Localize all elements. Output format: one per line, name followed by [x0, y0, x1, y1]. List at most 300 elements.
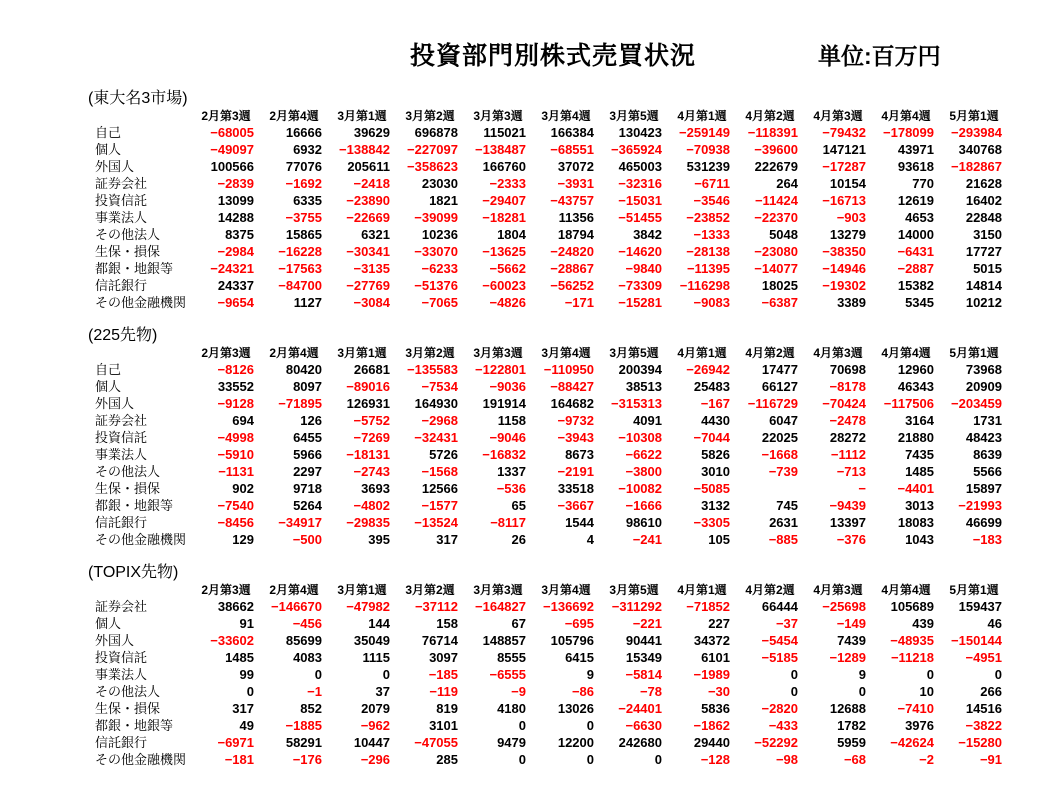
data-cell: −24321 [210, 261, 254, 276]
data-cell: −138842 [339, 142, 390, 157]
data-cell: 9718 [293, 481, 322, 496]
data-cell: −60023 [482, 278, 526, 293]
data-cell: −2 [919, 752, 934, 767]
data-cell: 164930 [414, 396, 458, 411]
data-cell: 22025 [761, 430, 798, 445]
data-cell: 16666 [285, 125, 322, 140]
data-cell: 1485 [905, 464, 934, 479]
row-label: その他金融機関 [95, 295, 187, 310]
data-cell: 129 [232, 532, 254, 547]
data-cell: 3150 [973, 227, 1002, 242]
data-cell: −9128 [217, 396, 254, 411]
data-cell: 770 [912, 176, 934, 191]
data-cell: −91 [979, 752, 1002, 767]
column-header: 2月第3週 [201, 109, 251, 123]
data-cell: 2631 [769, 515, 798, 530]
data-cell: 264 [776, 176, 798, 191]
data-cell: −5454 [761, 633, 798, 648]
data-cell: −1131 [218, 464, 254, 479]
data-cell: 395 [368, 532, 390, 547]
data-cell: −43757 [550, 193, 594, 208]
column-header: 3月第5週 [609, 109, 659, 123]
column-header: 2月第4週 [269, 346, 319, 360]
data-cell: 9 [858, 667, 866, 682]
data-cell: 166760 [482, 159, 526, 174]
data-cell: 26681 [353, 362, 390, 377]
data-cell: −22669 [346, 210, 390, 225]
data-cell: −15281 [618, 295, 662, 310]
data-cell: −4998 [217, 430, 254, 445]
data-cell: 8673 [565, 447, 594, 462]
data-cell: 5015 [973, 261, 1002, 276]
data-cell: 0 [246, 684, 254, 699]
data-cell: −24820 [550, 244, 594, 259]
data-cell: −7534 [421, 379, 458, 394]
column-header: 5月第1週 [949, 109, 999, 123]
data-cell: −3755 [285, 210, 322, 225]
data-cell: −536 [496, 481, 526, 496]
data-cell: −311292 [611, 599, 662, 614]
column-header: 4月第2週 [745, 583, 795, 597]
data-cell: −376 [836, 532, 866, 547]
data-cell: −3800 [625, 464, 662, 479]
unit-label: 単位:百万円 [818, 43, 941, 69]
data-cell: 18025 [761, 278, 798, 293]
data-cell: 37 [375, 684, 390, 699]
data-cell: −68005 [210, 125, 254, 140]
data-cell: −70424 [822, 396, 866, 411]
data-cell: 85699 [285, 633, 322, 648]
data-cell: 90441 [625, 633, 662, 648]
data-cell: 191914 [482, 396, 526, 411]
data-cell: 0 [518, 718, 526, 733]
data-cell: 12960 [897, 362, 934, 377]
data-cell: 46343 [897, 379, 934, 394]
data-cell: 8097 [293, 379, 322, 394]
row-label: 証券会社 [95, 599, 148, 614]
data-cell: 158 [436, 616, 458, 631]
table-section-topix-futures [88, 564, 1008, 768]
data-cell: 317 [436, 532, 458, 547]
data-cell: 1731 [973, 413, 1002, 428]
data-cell: 6455 [293, 430, 322, 445]
data-cell: 21880 [897, 430, 934, 445]
data-cell: −17563 [278, 261, 322, 276]
data-cell: 12566 [421, 481, 458, 496]
data-cell: −713 [836, 464, 866, 479]
data-cell: −27769 [346, 278, 390, 293]
data-cell: −6431 [897, 244, 934, 259]
data-cell: 745 [776, 498, 798, 513]
data-cell: −3931 [557, 176, 594, 191]
data-cell: 17477 [761, 362, 798, 377]
row-label: 投資信託 [95, 430, 148, 445]
data-cell: −7410 [897, 701, 934, 716]
data-cell: 1337 [497, 464, 526, 479]
data-cell: −2820 [761, 701, 798, 716]
data-cell: 14516 [965, 701, 1002, 716]
data-cell: 46699 [965, 515, 1002, 530]
data-cell: −293984 [951, 125, 1002, 140]
data-cell: −500 [292, 532, 322, 547]
data-cell: −98 [775, 752, 798, 767]
data-cell: −358623 [407, 159, 458, 174]
data-cell: 18794 [557, 227, 594, 242]
data-table [88, 108, 1008, 311]
column-header: 4月第3週 [813, 346, 863, 360]
corner-cell [88, 345, 192, 361]
row-label: 証券会社 [95, 413, 148, 428]
data-cell: −2743 [353, 464, 390, 479]
data-cell: 23030 [421, 176, 458, 191]
column-header: 2月第4週 [269, 109, 319, 123]
data-cell: −695 [564, 616, 594, 631]
data-cell: −51376 [414, 278, 458, 293]
data-cell: −21993 [958, 498, 1002, 513]
data-cell: 17727 [965, 244, 1002, 259]
data-cell: 13279 [829, 227, 866, 242]
data-cell: −149 [836, 616, 866, 631]
data-cell: −8117 [490, 515, 526, 530]
data-cell: −2968 [421, 413, 458, 428]
data-cell: −25698 [822, 599, 866, 614]
column-header: 3月第5週 [609, 583, 659, 597]
data-cell: −23890 [346, 193, 390, 208]
data-cell: −9840 [625, 261, 662, 276]
data-cell: 18083 [897, 515, 934, 530]
data-cell: −739 [768, 464, 798, 479]
data-cell: 26 [511, 532, 526, 547]
row-label: 個人 [95, 379, 122, 394]
column-header: 2月第4週 [269, 583, 319, 597]
data-cell: −16832 [482, 447, 526, 462]
data-cell: 14814 [965, 278, 1002, 293]
data-cell: −122801 [475, 362, 526, 377]
data-cell: −1692 [285, 176, 322, 191]
table-group-label: (225先物) [88, 327, 158, 344]
data-cell: 0 [382, 667, 390, 682]
data-cell: −3546 [693, 193, 730, 208]
data-cell: 28272 [829, 430, 866, 445]
data-cell: −365924 [611, 142, 662, 157]
data-cell: −88427 [550, 379, 594, 394]
data-cell: −16713 [822, 193, 866, 208]
data-cell: −9046 [489, 430, 526, 445]
row-label: 信託銀行 [95, 735, 148, 750]
data-cell: −7065 [421, 295, 458, 310]
data-cell: −183 [972, 532, 1002, 547]
data-cell: 15382 [897, 278, 934, 293]
data-cell: −3822 [965, 718, 1002, 733]
data-cell: 439 [912, 616, 934, 631]
data-cell: −32431 [414, 430, 458, 445]
data-cell: −24401 [618, 701, 662, 716]
data-cell: −5752 [353, 413, 390, 428]
data-cell: −10308 [618, 430, 662, 445]
row-label: 生保・損保 [95, 481, 161, 496]
data-cell: −181 [224, 752, 254, 767]
data-cell: 5726 [429, 447, 458, 462]
column-header: 3月第2週 [405, 583, 455, 597]
data-cell: 100566 [210, 159, 254, 174]
data-cell: −33070 [414, 244, 458, 259]
data-cell: −259149 [679, 125, 730, 140]
data-cell: −29835 [346, 515, 390, 530]
data-cell: 222679 [754, 159, 798, 174]
data-cell: 10447 [353, 735, 390, 750]
data-cell: −37112 [414, 599, 458, 614]
data-cell: −1568 [421, 464, 458, 479]
row-label: 外国人 [95, 633, 135, 648]
data-cell: 10 [919, 684, 934, 699]
data-cell: 0 [858, 684, 866, 699]
data-cell: −86 [571, 684, 594, 699]
data-cell: 66444 [761, 599, 798, 614]
column-header: 3月第2週 [405, 109, 455, 123]
data-cell: −9 [511, 684, 526, 699]
data-cell: −136692 [543, 599, 594, 614]
data-cell: −48935 [890, 633, 934, 648]
table-group-label: (TOPIX先物) [88, 564, 179, 581]
data-cell: −203459 [951, 396, 1002, 411]
data-cell: 2297 [293, 464, 322, 479]
data-cell: −296 [360, 752, 390, 767]
data-cell: −116729 [747, 396, 798, 411]
row-label: 個人 [95, 142, 122, 157]
data-cell: 73968 [965, 362, 1002, 377]
data-cell: 4653 [905, 210, 934, 225]
data-cell: −10082 [618, 481, 662, 496]
data-cell: 91 [239, 616, 254, 631]
data-cell: 39629 [353, 125, 390, 140]
column-header: 2月第3週 [201, 583, 251, 597]
row-label: その他金融機関 [95, 752, 187, 767]
data-cell: 340768 [958, 142, 1002, 157]
data-cell: 38513 [625, 379, 662, 394]
data-cell: 2079 [361, 701, 390, 716]
data-cell: −4401 [897, 481, 934, 496]
data-cell: 4083 [293, 650, 322, 665]
data-cell: 200394 [618, 362, 662, 377]
data-cell: 1485 [225, 650, 254, 665]
column-header: 4月第2週 [745, 346, 795, 360]
data-cell: 11356 [558, 210, 594, 225]
data-cell: 105796 [550, 633, 594, 648]
data-cell: 4430 [701, 413, 730, 428]
table-section-tokyo-osaka-nagoya-markets [88, 90, 1008, 311]
data-cell: −227097 [407, 142, 458, 157]
data-cell: −47982 [346, 599, 390, 614]
data-cell: −15280 [958, 735, 1002, 750]
data-cell: 696878 [414, 125, 458, 140]
data-cell: 1804 [497, 227, 526, 242]
data-cell: 0 [586, 752, 594, 767]
page-title: 投資部門別株式売買状況 [410, 42, 697, 70]
data-cell: −17287 [822, 159, 866, 174]
data-cell: 13397 [829, 515, 866, 530]
row-label: 個人 [95, 616, 122, 631]
column-header: 3月第1週 [337, 109, 387, 123]
data-cell: −433 [768, 718, 798, 733]
data-cell: −8456 [217, 515, 254, 530]
data-cell: 13099 [217, 193, 254, 208]
data-cell: −119 [429, 684, 458, 699]
data-cell: −6233 [421, 261, 458, 276]
tables-container [88, 90, 1008, 784]
data-cell: 0 [790, 667, 798, 682]
data-cell: 12200 [557, 735, 594, 750]
data-cell: −33602 [210, 633, 254, 648]
data-cell: −7044 [693, 430, 730, 445]
data-cell: 37072 [557, 159, 594, 174]
data-cell: 242680 [618, 735, 662, 750]
data-cell: −28138 [686, 244, 730, 259]
data-cell: 205611 [347, 159, 390, 174]
data-cell: 4180 [497, 701, 526, 716]
data-cell: −1112 [830, 447, 866, 462]
data-cell: 13026 [557, 701, 594, 716]
data-cell: −70938 [686, 142, 730, 157]
data-cell: 6101 [701, 650, 730, 665]
data-cell: −8126 [217, 362, 254, 377]
data-cell: 5959 [837, 735, 866, 750]
data-cell: 21628 [965, 176, 1002, 191]
data-cell: 33518 [557, 481, 594, 496]
data-cell: 34372 [693, 633, 730, 648]
data-cell: −7540 [217, 498, 254, 513]
data-cell: 70698 [829, 362, 866, 377]
row-label: 事業法人 [95, 667, 148, 682]
data-cell: 67 [511, 616, 526, 631]
data-cell: −9083 [693, 295, 730, 310]
data-cell: 8639 [973, 447, 1002, 462]
data-cell: −78 [639, 684, 662, 699]
data-cell: −456 [292, 616, 322, 631]
data-cell: 159437 [958, 599, 1002, 614]
column-header: 4月第1週 [677, 109, 727, 123]
data-cell: −6555 [489, 667, 526, 682]
column-header: 3月第4週 [541, 109, 591, 123]
data-cell: −5185 [761, 650, 798, 665]
row-label: 自己 [95, 125, 122, 140]
data-cell: −150144 [951, 633, 1002, 648]
data-cell: −16228 [278, 244, 322, 259]
data-cell: −6711 [694, 176, 730, 191]
data-cell: −19302 [822, 278, 866, 293]
data-cell: 3389 [837, 295, 866, 310]
data-cell: −32316 [618, 176, 662, 191]
row-label: 投資信託 [95, 650, 148, 665]
data-cell: 3132 [701, 498, 730, 513]
data-cell: 147121 [822, 142, 866, 157]
data-cell: 1043 [905, 532, 934, 547]
data-cell: −11218 [890, 650, 934, 665]
data-cell: 8375 [225, 227, 254, 242]
row-label: 都銀・地銀等 [95, 718, 174, 733]
data-cell: 22848 [965, 210, 1002, 225]
data-cell: −2333 [489, 176, 526, 191]
data-cell: 80420 [285, 362, 322, 377]
data-cell: 6047 [769, 413, 798, 428]
data-cell: 531239 [686, 159, 730, 174]
data-cell: 0 [790, 684, 798, 699]
data-cell: −1989 [693, 667, 730, 682]
data-cell: −6971 [217, 735, 254, 750]
data-cell: 5264 [293, 498, 322, 513]
data-cell: −89016 [346, 379, 390, 394]
data-cell: −14946 [822, 261, 866, 276]
data-table [88, 582, 1008, 768]
data-cell: −23852 [686, 210, 730, 225]
data-cell: −51455 [618, 210, 662, 225]
data-cell: −13524 [414, 515, 458, 530]
column-header: 4月第3週 [813, 109, 863, 123]
data-cell: −6630 [625, 718, 662, 733]
row-label: 生保・損保 [95, 244, 161, 259]
data-cell: −176 [292, 752, 322, 767]
data-cell: −903 [836, 210, 866, 225]
data-cell: −138487 [475, 142, 526, 157]
data-cell: 10212 [965, 295, 1002, 310]
data-cell: −38350 [822, 244, 866, 259]
data-cell: 24337 [217, 278, 254, 293]
table-section-nikkei-225-futures [88, 327, 1008, 548]
column-header: 3月第3週 [473, 346, 523, 360]
data-cell: 144 [368, 616, 390, 631]
data-cell: −11395 [686, 261, 730, 276]
data-cell: −185 [428, 667, 458, 682]
data-cell: −128 [700, 752, 730, 767]
data-cell: 115021 [483, 125, 526, 140]
data-cell: 105 [708, 532, 730, 547]
data-cell: 25483 [693, 379, 730, 394]
column-header: 4月第3週 [813, 583, 863, 597]
data-cell: −15031 [618, 193, 662, 208]
data-cell: 76714 [421, 633, 458, 648]
data-cell: 1158 [497, 413, 526, 428]
data-cell: −9439 [829, 498, 866, 513]
column-header: 4月第4週 [881, 109, 931, 123]
data-cell: 12619 [897, 193, 934, 208]
data-cell: 465003 [618, 159, 662, 174]
data-cell: 8555 [497, 650, 526, 665]
data-cell: −110950 [543, 362, 594, 377]
data-cell: −8178 [829, 379, 866, 394]
data-cell: −2478 [829, 413, 866, 428]
data-cell: 38662 [217, 599, 254, 614]
data-cell: −14620 [618, 244, 662, 259]
data-cell: 93618 [897, 159, 934, 174]
data-cell: −164827 [475, 599, 526, 614]
data-cell: 126 [300, 413, 322, 428]
data-cell: −9732 [557, 413, 594, 428]
row-label: 外国人 [95, 396, 135, 411]
data-cell: −241 [632, 532, 662, 547]
data-cell: 5826 [701, 447, 730, 462]
data-cell: −28867 [550, 261, 594, 276]
data-cell: −5662 [489, 261, 526, 276]
data-cell: 285 [436, 752, 458, 767]
column-header: 3月第5週 [609, 346, 659, 360]
data-cell: 166384 [550, 125, 594, 140]
row-label: その他法人 [95, 464, 161, 479]
data-cell: 4091 [633, 413, 662, 428]
data-cell: −1577 [421, 498, 458, 513]
data-cell: 317 [232, 701, 254, 716]
data-cell: −39099 [414, 210, 458, 225]
data-cell: −135583 [407, 362, 458, 377]
data-cell: 3976 [905, 718, 934, 733]
